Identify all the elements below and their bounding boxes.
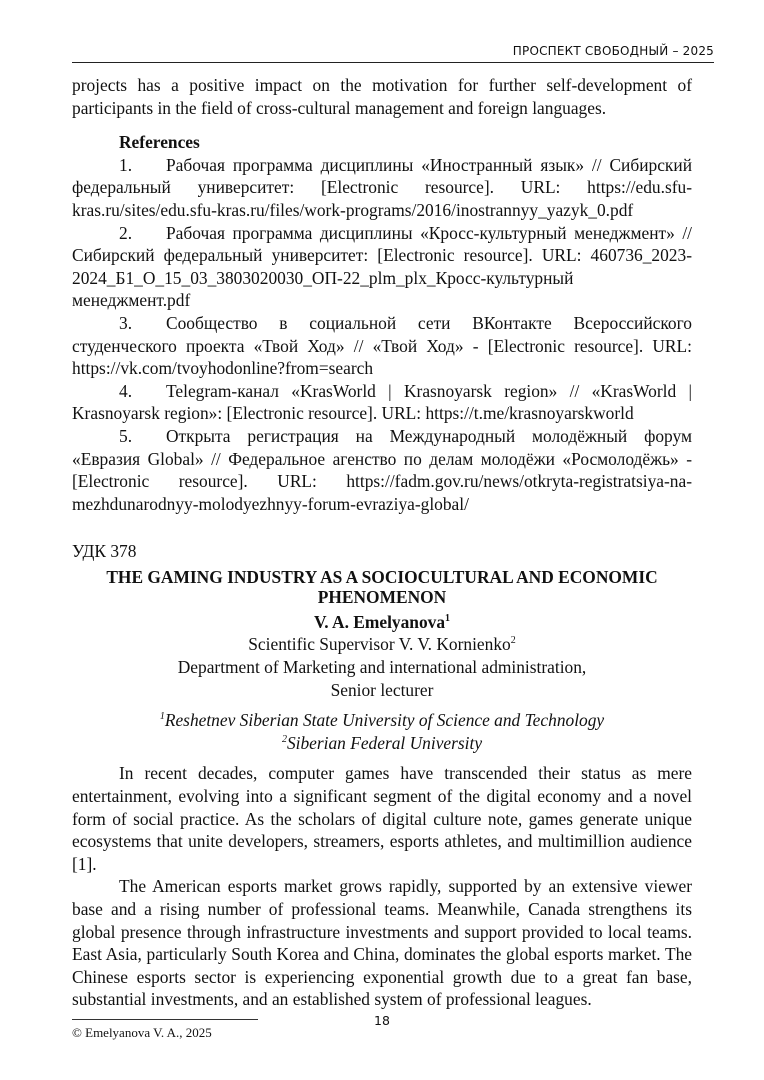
running-header [72, 44, 714, 63]
reference-text: Сообщество в социальной сети ВКонтакте Всероссийского студенческого проекта «Твой Ход» // «Твой Ход» - [Electronic resource]. URL: https://vk.com/tvoyhodonline?from=search [72, 312, 692, 379]
reference-text: Telegram-канал «KrasWorld | Krasnoyarsk region» // «KrasWorld | Krasnoyarsk region»: [Electronic resource]. URL: https://t.me/krasnoyarskworld [72, 380, 692, 424]
reference-item [72, 154, 692, 222]
reference-item [72, 425, 692, 515]
page-number: 18 [374, 1013, 390, 1028]
affiliation: $^2$Siberian Federal University [281, 732, 483, 753]
reference-text: Рабочая программа дисциплины «Кросс-культурный менеджмент» // Сибирский федеральный университет: [Electronic resource]. URL: 460736_2023-2024_Б1_О_15_03_3803020030_ОП-22_plm_plx_Кросс-культурный менеджмент.pdf [72, 222, 692, 311]
article-title [72, 567, 692, 607]
reference-number: 2. [119, 222, 133, 243]
udk-code: УДК 378 [72, 541, 137, 562]
reference-text: Рабочая программа дисциплины «Иностранный язык» // Сибирский федеральный университет: [Electronic resource]. URL: https://edu.sfu-kras.ru/sites/edu.sfu-kras.ru/files/work-programs/2016/inostrannyy_yazyk_0.pdf [72, 154, 692, 220]
references-heading: References [119, 132, 200, 153]
author-name: V. A. Emelyanova$^1$ [313, 611, 451, 632]
reference-text: Открыта регистрация на Международный молодёжный форум «Евразия Global» // Федеральное агенство по делам молодёжи «Росмолодёжь» - [Electronic resource]. URL: https://fadm.gov.ru/news/otkryta-registratsiya-na-mezhdunarodnyy-molodyezhnyy-forum-evraziya-global/ [72, 425, 692, 514]
supervisor-affiliation-marker: 2 [510, 635, 516, 647]
references-list [72, 154, 692, 516]
department: Department of Marketing and international administration, [177, 657, 587, 678]
article-title-line: PHENOMENON [317, 586, 447, 607]
body-paragraph: The American esports market grows rapidly, supported by an extensive viewer base and a rising number of professional teams. Meanwhile, Canada strengthens its global presence through infrastructure investments and support provided to local teams. East Asia, particularly South Korea and China, dominates the global esports market. The Chinese esports sector is experiencing exponential growth due to a great fan base, substantial investments, and an established system of professional leagues. [72, 876, 692, 1010]
reference-number: 5. [119, 425, 133, 446]
reference-item [72, 222, 692, 312]
supervisor-position: Senior lecturer [330, 679, 434, 700]
affiliation: $^1$Reshetnev Siberian State University of Science and Technology [159, 710, 605, 731]
author-affiliation-marker: 1 [445, 613, 451, 625]
reference-number: 4. [119, 380, 133, 401]
previous-article-closing-paragraph: projects has a positive impact on the motivation for further self-development of participants in the field of cross-cultural management and foreign languages. [72, 75, 692, 118]
scientific-supervisor: Scientific Supervisor V. V. Kornienko$^2$ [248, 634, 516, 655]
affiliations [72, 709, 692, 754]
reference-number: 1. [119, 154, 133, 175]
body-paragraph: In recent decades, computer games have transcended their status as mere entertainment, evolving into a significant segment of the digital economy and a novel form of social practice. As the scholars of digital culture note, games generate unique ecosystems that unite developers, streamers, esports athletes, and multimillion audience [1]. [72, 763, 692, 874]
article-title-line: THE GAMING INDUSTRY AS A SOCIOCULTURAL AND ECONOMIC [106, 566, 658, 587]
journal-title: ПРОСПЕКТ СВОБОДНЫЙ – 2025 [512, 44, 714, 58]
article-body [72, 762, 692, 1011]
reference-item [72, 312, 692, 380]
reference-item [72, 380, 692, 425]
reference-number: 3. [119, 312, 133, 333]
page-content [72, 74, 692, 1042]
copyright-footnote: © Emelyanova V. A., 2025 [72, 1024, 212, 1040]
